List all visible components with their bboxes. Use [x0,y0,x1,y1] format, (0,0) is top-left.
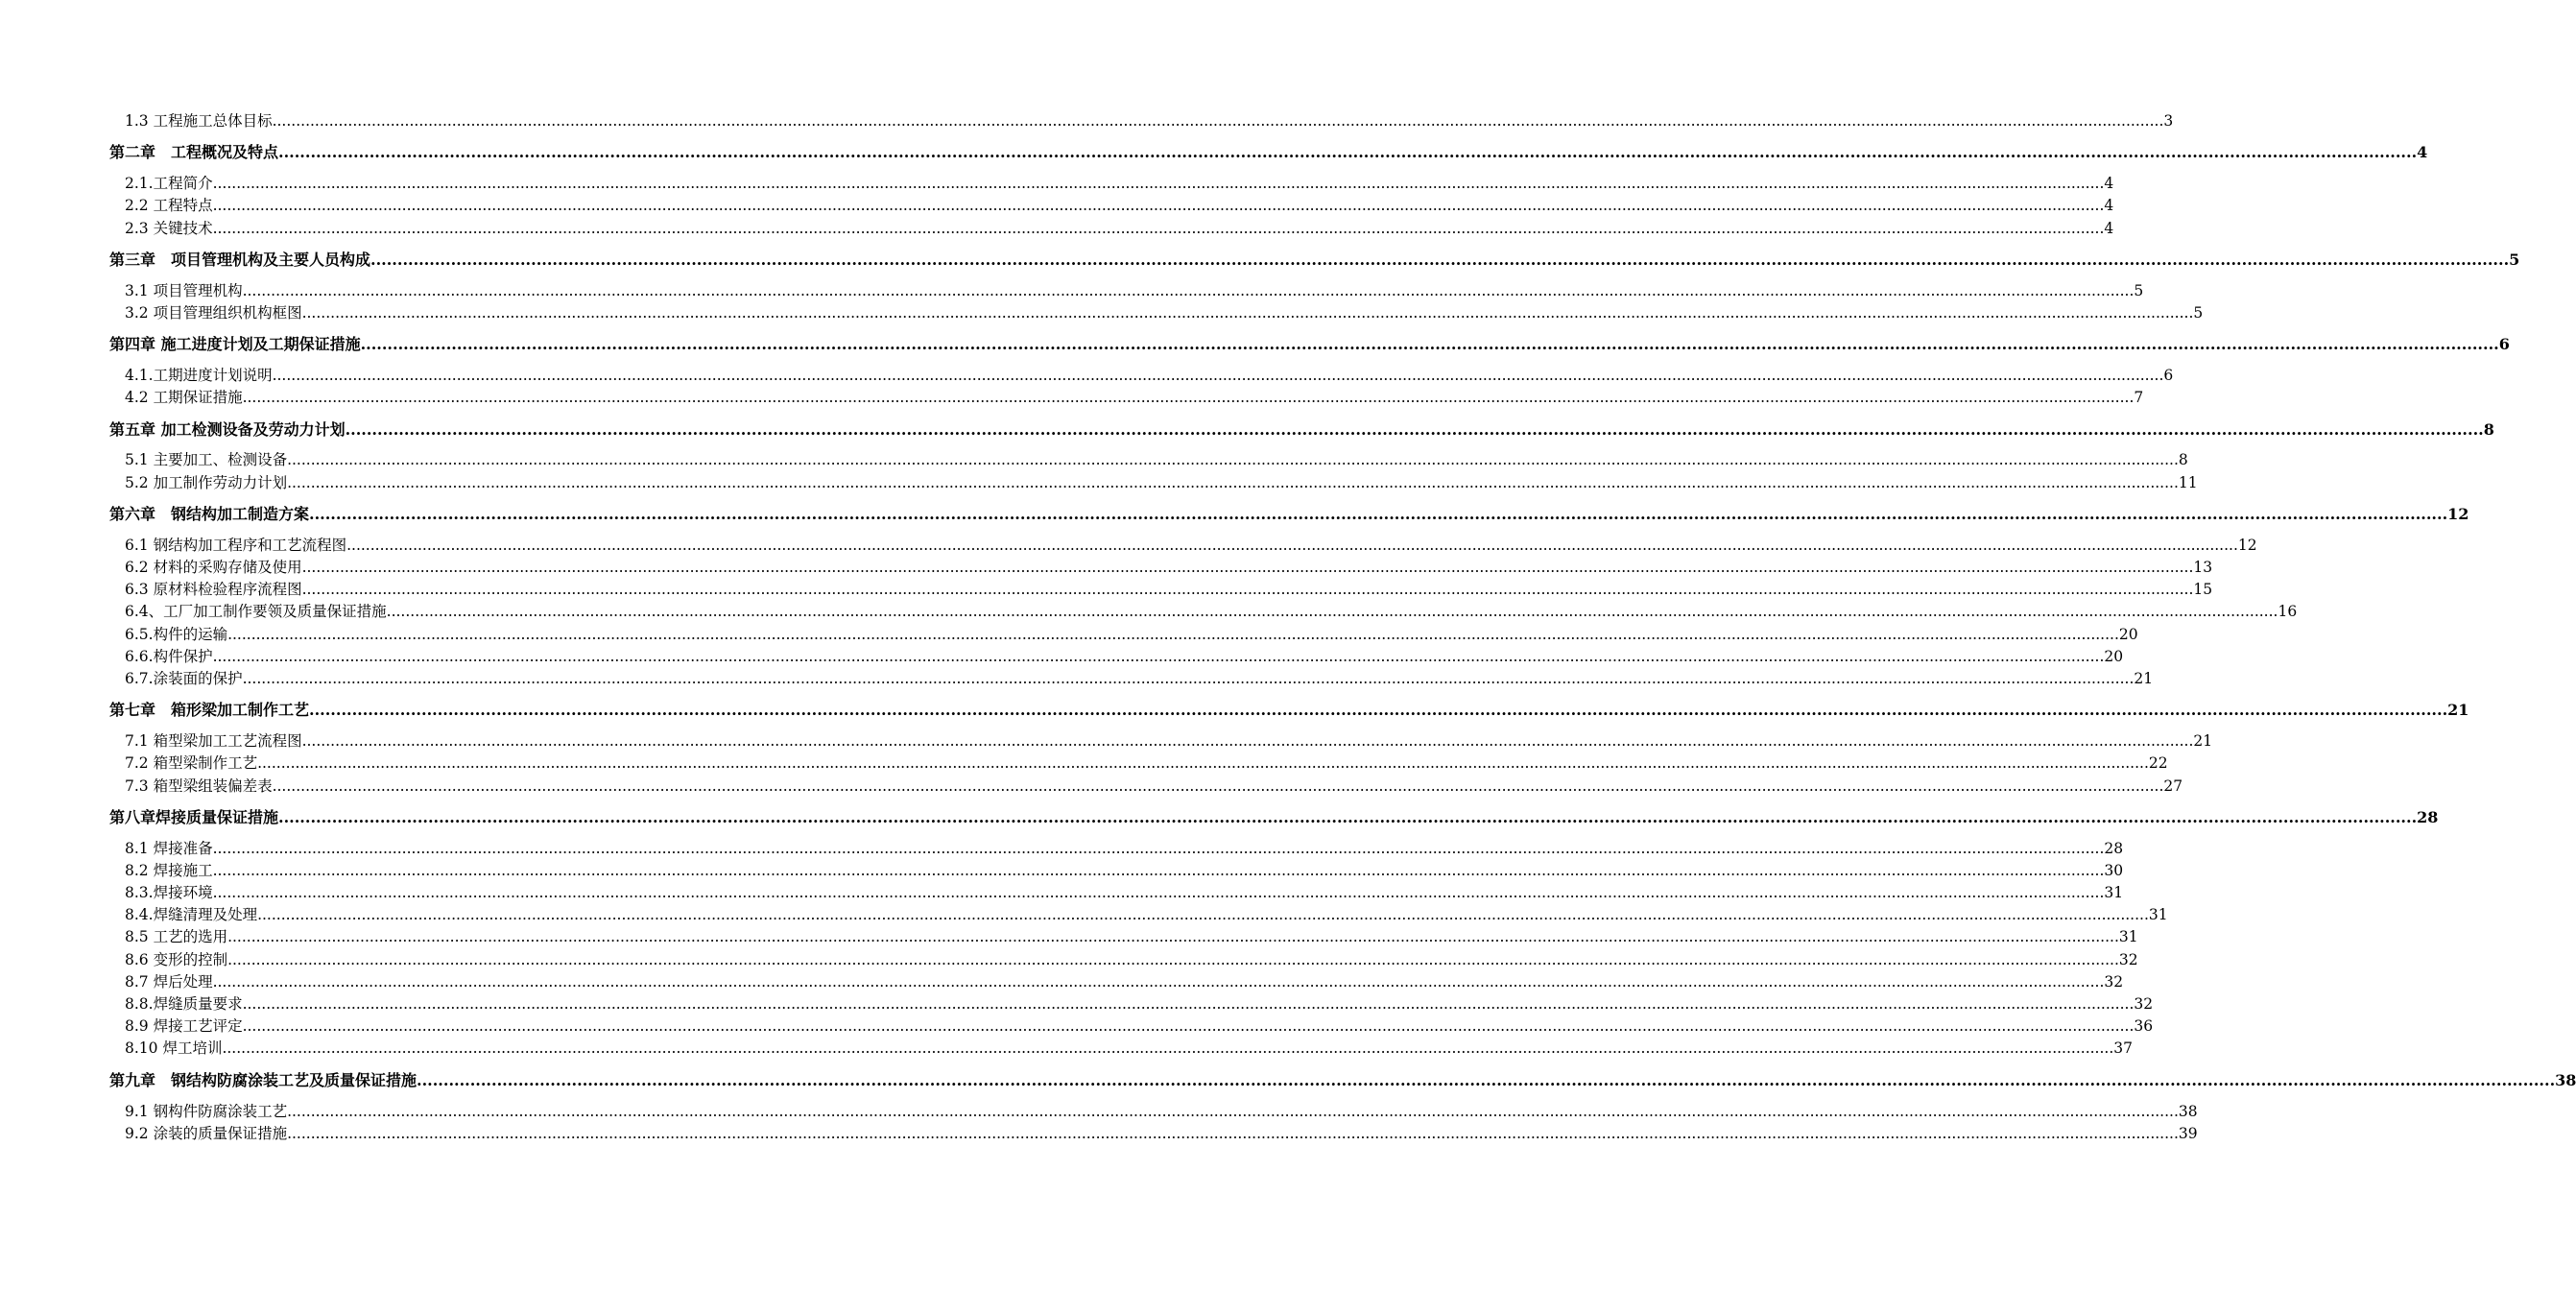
toc-page-number: 6 [2163,367,2174,385]
dot-leader: ................................................................................................................................................................................................................................................................................................................................................................................................................ [309,701,2448,720]
toc-entry-title: 9.2 涂装的质量保证措施 [125,1124,288,1142]
toc-entry-title: 7.3 箱型梁组装偏差表 [125,776,273,795]
toc-page-number: 39 [2178,1124,2198,1142]
toc-page-number: 5 [2509,250,2520,269]
dot-leader: ................................................................................................................................................................................................................................................................................................................................................................................................................ [242,995,2135,1014]
toc-chapter-entry[interactable] [109,141,2428,164]
toc-page-number: 38 [2178,1102,2198,1120]
toc-chapter-entry[interactable] [109,806,2439,829]
dot-leader: ................................................................................................................................................................................................................................................................................................................................................................................................................ [212,197,2105,215]
toc-page-number: 32 [2118,950,2138,968]
toc-page-number: 36 [2134,1017,2154,1036]
dot-leader: ................................................................................................................................................................................................................................................................................................................................................................................................................ [417,1070,2556,1089]
toc-page-number: 16 [2278,603,2298,621]
toc-page-number: 20 [2104,647,2124,665]
toc-entry-title: 8.4.焊缝清理及处理 [125,906,258,924]
toc-entry-title: 5.1 主要加工、检测设备 [125,451,288,469]
toc-entry-title: 2.2 工程特点 [125,197,213,215]
toc-entry-title: 8.9 焊接工艺评定 [125,1017,243,1036]
dot-leader: ................................................................................................................................................................................................................................................................................................................................................................................................................ [287,1124,2179,1142]
toc-section-entry[interactable] [109,971,2124,993]
toc-section-entry[interactable] [109,882,2124,904]
toc-entry-title: 6.7.涂装面的保护 [125,669,243,687]
toc-entry-title: 8.2 焊接施工 [125,861,213,879]
toc-section-entry[interactable] [109,838,2124,860]
toc-page-number: 4 [2417,143,2428,162]
toc-section-entry[interactable] [109,927,2138,949]
toc-entry-title: 第九章 钢结构防腐涂装工艺及质量保证措施 [109,1070,417,1089]
dot-leader: ................................................................................................................................................................................................................................................................................................................................................................................................................ [386,603,2278,621]
toc-section-entry[interactable] [109,776,2183,798]
toc-entry-title: 6.5.构件的运输 [125,625,228,643]
toc-page-number: 12 [2447,504,2469,523]
toc-entry-title: 4.2 工期保证措施 [125,389,243,407]
toc-page-number: 3 [2163,111,2174,130]
toc-page-number: 37 [2113,1039,2133,1058]
toc-entry-title: 7.1 箱型梁加工工艺流程图 [125,732,302,751]
toc-page-number: 4 [2104,219,2114,237]
toc-page-number: 38 [2555,1070,2576,1089]
dot-leader: ................................................................................................................................................................................................................................................................................................................................................................................................................ [287,473,2179,491]
toc-entry-title: 第六章 钢结构加工制造方案 [109,504,310,523]
toc-chapter-entry[interactable] [109,249,2520,272]
toc-chapter-entry[interactable] [109,699,2469,722]
dot-leader: ................................................................................................................................................................................................................................................................................................................................................................................................................ [272,776,2164,795]
dot-leader: ................................................................................................................................................................................................................................................................................................................................................................................................................ [301,581,2194,599]
toc-entry-title: 8.1 焊接准备 [125,839,213,857]
toc-page-number: 21 [2447,701,2469,720]
toc-page-number: 21 [2193,732,2213,751]
toc-section-entry[interactable] [109,1038,2133,1060]
toc-section-entry[interactable] [109,949,2138,971]
toc-section-entry[interactable] [109,668,2154,690]
dot-leader: ................................................................................................................................................................................................................................................................................................................................................................................................................ [242,1017,2135,1036]
toc-entry-title: 第八章焊接质量保证措施 [109,807,279,826]
toc-page-number: 6 [2498,335,2510,354]
toc-entry-title: 4.1.工期进度计划说明 [125,367,273,385]
dot-leader: ................................................................................................................................................................................................................................................................................................................................................................................................................ [212,647,2105,665]
toc-entry-title: 2.1.工程简介 [125,175,213,193]
toc-section-entry[interactable] [109,730,2213,752]
toc-entry-title: 6.4、工厂加工制作要领及质量保证措施 [125,603,387,621]
toc-section-entry[interactable] [109,557,2213,579]
dot-leader: ................................................................................................................................................................................................................................................................................................................................................................................................................ [227,928,2119,946]
toc-entry-title: 8.5 工艺的选用 [125,928,228,946]
toc-section-entry[interactable] [109,993,2154,1015]
dot-leader: ................................................................................................................................................................................................................................................................................................................................................................................................................ [272,111,2164,130]
toc-entry-title: 7.2 箱型梁制作工艺 [125,754,258,773]
toc-entry-title: 1.3 工程施工总体目标 [125,111,273,130]
toc-entry-title: 3.1 项目管理机构 [125,281,243,299]
toc-page-number: 32 [2134,995,2154,1014]
dot-leader: ................................................................................................................................................................................................................................................................................................................................................................................................................ [278,807,2418,826]
toc-entry-title: 8.6 变形的控制 [125,950,228,968]
toc-page-number: 7 [2134,389,2144,407]
toc-section-entry[interactable] [109,646,2124,668]
toc-section-entry[interactable] [109,173,2114,195]
toc-section-entry[interactable] [109,302,2204,324]
toc-section-entry[interactable] [109,218,2114,240]
toc-page-number: 5 [2193,303,2204,322]
toc-page-number: 22 [2148,754,2168,773]
toc-section-entry[interactable] [109,450,2188,472]
toc-entry-title: 6.1 钢结构加工程序和工艺流程图 [125,536,347,554]
toc-chapter-entry[interactable] [109,503,2469,526]
dot-leader: ................................................................................................................................................................................................................................................................................................................................................................................................................ [242,281,2135,299]
toc-entry-title: 第七章 箱形梁加工制作工艺 [109,701,310,720]
toc-entry-title: 8.10 焊工培训 [125,1039,223,1058]
toc-section-entry[interactable] [109,472,2198,494]
toc-section-entry[interactable] [109,535,2257,557]
toc-section-entry[interactable] [109,860,2124,882]
toc-section-entry[interactable] [109,1123,2198,1145]
dot-leader: ................................................................................................................................................................................................................................................................................................................................................................................................................ [360,335,2499,354]
dot-leader: ................................................................................................................................................................................................................................................................................................................................................................................................................ [301,559,2194,577]
toc-page-number: 12 [2237,536,2257,554]
toc-page-number: 31 [2118,928,2138,946]
dot-leader: ................................................................................................................................................................................................................................................................................................................................................................................................................ [242,669,2135,687]
toc-section-entry[interactable] [109,280,2144,302]
toc-page-number: 13 [2193,559,2213,577]
dot-leader: ................................................................................................................................................................................................................................................................................................................................................................................................................ [212,861,2105,879]
toc-chapter-entry[interactable] [109,333,2510,356]
table-of-contents [109,110,2576,1145]
dot-leader: ................................................................................................................................................................................................................................................................................................................................................................................................................ [212,972,2105,991]
toc-entry-title: 5.2 加工制作劳动力计划 [125,473,288,491]
dot-leader: ................................................................................................................................................................................................................................................................................................................................................................................................................ [222,1039,2114,1058]
toc-entry-title: 第四章 施工进度计划及工期保证措施 [109,335,361,354]
toc-page-number: 27 [2163,776,2183,795]
toc-entry-title: 8.7 焊后处理 [125,972,213,991]
toc-entry-title: 6.6.构件保护 [125,647,213,665]
toc-entry-title: 8.8.焊缝质量要求 [125,995,243,1014]
toc-page-number: 15 [2193,581,2213,599]
toc-page-number: 8 [2483,419,2494,439]
dot-leader: ................................................................................................................................................................................................................................................................................................................................................................................................................ [242,389,2135,407]
dot-leader: ................................................................................................................................................................................................................................................................................................................................................................................................................ [346,536,2238,554]
toc-section-entry[interactable] [109,1101,2198,1123]
dot-leader: ................................................................................................................................................................................................................................................................................................................................................................................................................ [301,303,2194,322]
toc-page-number: 32 [2104,972,2124,991]
dot-leader: ................................................................................................................................................................................................................................................................................................................................................................................................................ [212,219,2105,237]
toc-chapter-entry[interactable] [109,418,2494,442]
toc-chapter-entry[interactable] [109,1069,2576,1092]
toc-entry-title: 3.2 项目管理组织机构框图 [125,303,302,322]
dot-leader: ................................................................................................................................................................................................................................................................................................................................................................................................................ [227,625,2119,643]
toc-page-number: 31 [2148,906,2168,924]
toc-page-number: 4 [2104,197,2114,215]
dot-leader: ................................................................................................................................................................................................................................................................................................................................................................................................................ [212,839,2105,857]
dot-leader: ................................................................................................................................................................................................................................................................................................................................................................................................................ [287,451,2179,469]
dot-leader: ................................................................................................................................................................................................................................................................................................................................................................................................................ [257,754,2149,773]
toc-entry-title: 9.1 钢构件防腐涂装工艺 [125,1102,288,1120]
toc-page-number: 8 [2178,451,2188,469]
toc-section-entry[interactable] [109,1015,2154,1038]
toc-page-number: 30 [2104,861,2124,879]
dot-leader: ................................................................................................................................................................................................................................................................................................................................................................................................................ [301,732,2194,751]
dot-leader: ................................................................................................................................................................................................................................................................................................................................................................................................................ [212,884,2105,902]
toc-section-entry[interactable] [109,601,2298,623]
dot-leader: ................................................................................................................................................................................................................................................................................................................................................................................................................ [272,367,2164,385]
toc-page-number: 31 [2104,884,2124,902]
dot-leader: ................................................................................................................................................................................................................................................................................................................................................................................................................ [227,950,2119,968]
dot-leader: ................................................................................................................................................................................................................................................................................................................................................................................................................ [278,143,2418,162]
toc-entry-title: 6.2 材料的采购存储及使用 [125,559,302,577]
toc-entry-title: 6.3 原材料检验程序流程图 [125,581,302,599]
toc-page-number: 4 [2104,175,2114,193]
dot-leader: ................................................................................................................................................................................................................................................................................................................................................................................................................ [370,250,2510,269]
dot-leader: ................................................................................................................................................................................................................................................................................................................................................................................................................ [309,504,2448,523]
toc-page-number: 28 [2417,807,2439,826]
toc-entry-title: 第二章 工程概况及特点 [109,143,279,162]
toc-section-entry[interactable] [109,579,2213,601]
toc-section-entry[interactable] [109,752,2168,775]
toc-section-entry[interactable] [109,195,2114,217]
toc-entry-title: 8.3.焊接环境 [125,884,213,902]
toc-page-number: 20 [2118,625,2138,643]
toc-page-number: 21 [2134,669,2154,687]
dot-leader: ................................................................................................................................................................................................................................................................................................................................................................................................................ [212,175,2105,193]
toc-section-entry[interactable] [109,904,2168,926]
toc-section-entry[interactable] [109,387,2144,409]
toc-section-entry[interactable] [109,365,2174,387]
dot-leader: ................................................................................................................................................................................................................................................................................................................................................................................................................ [287,1102,2179,1120]
toc-entry-title: 第五章 加工检测设备及劳动力计划 [109,419,346,439]
toc-section-entry[interactable] [109,624,2138,646]
toc-entry-title: 2.3 关键技术 [125,219,213,237]
dot-leader: ................................................................................................................................................................................................................................................................................................................................................................................................................ [257,906,2149,924]
toc-page-number: 28 [2104,839,2124,857]
dot-leader: ................................................................................................................................................................................................................................................................................................................................................................................................................ [345,419,2484,439]
toc-entry-title: 第三章 项目管理机构及主要人员构成 [109,250,371,269]
toc-page-number: 5 [2134,281,2144,299]
toc-section-entry[interactable] [109,110,2174,132]
toc-page-number: 11 [2178,473,2198,491]
